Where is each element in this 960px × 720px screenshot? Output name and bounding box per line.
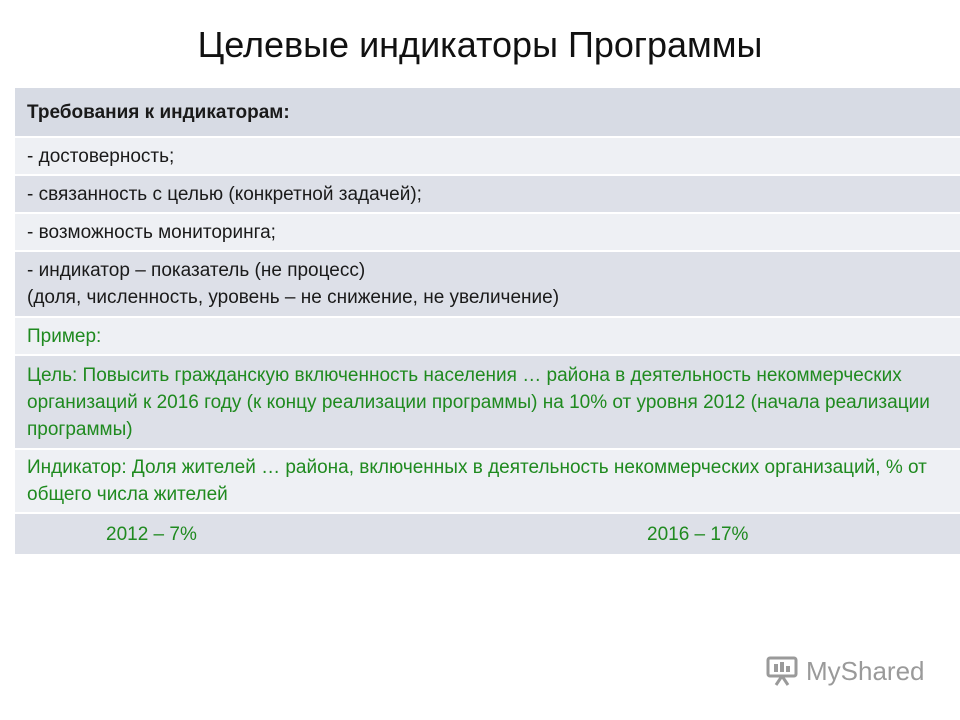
requirements-table [15, 88, 960, 556]
requirement-indicator-line2: (доля, численность, уровень – не снижение, не увеличение) [27, 287, 560, 308]
requirement-reliability: - достоверность; [15, 138, 960, 176]
presentation-icon [766, 655, 802, 687]
example-years [15, 514, 960, 556]
year-2016-value: 2016 – 17% [647, 523, 749, 545]
requirement-indicator-line1: - индикатор – показатель (не процесс) [27, 260, 366, 281]
table-header: Требования к индикаторам: [15, 88, 960, 138]
example-goal: Цель: Повысить гражданскую включенность населения … района в деятельность некоммерческих организаций к 2016 году (к концу реализации программы) на 10% от уровня 2012 (начала реализации программы) [15, 356, 960, 450]
requirement-indicator [15, 252, 960, 318]
page-title: Целевые индикаторы Программы [197, 24, 763, 65]
watermark-text: MyShared [806, 655, 925, 686]
requirement-monitoring: - возможность мониторинга; [15, 214, 960, 252]
example-label: Пример: [15, 318, 960, 356]
requirement-goal-link: - связанность с целью (конкретной задачей); [15, 176, 960, 214]
year-2012-value: 2012 – 7% [106, 523, 197, 545]
example-indicator: Индикатор: Доля жителей … района, включенных в деятельность некоммерческих организаций, % от общего числа жителей [15, 450, 960, 514]
watermark-logo [766, 655, 925, 687]
